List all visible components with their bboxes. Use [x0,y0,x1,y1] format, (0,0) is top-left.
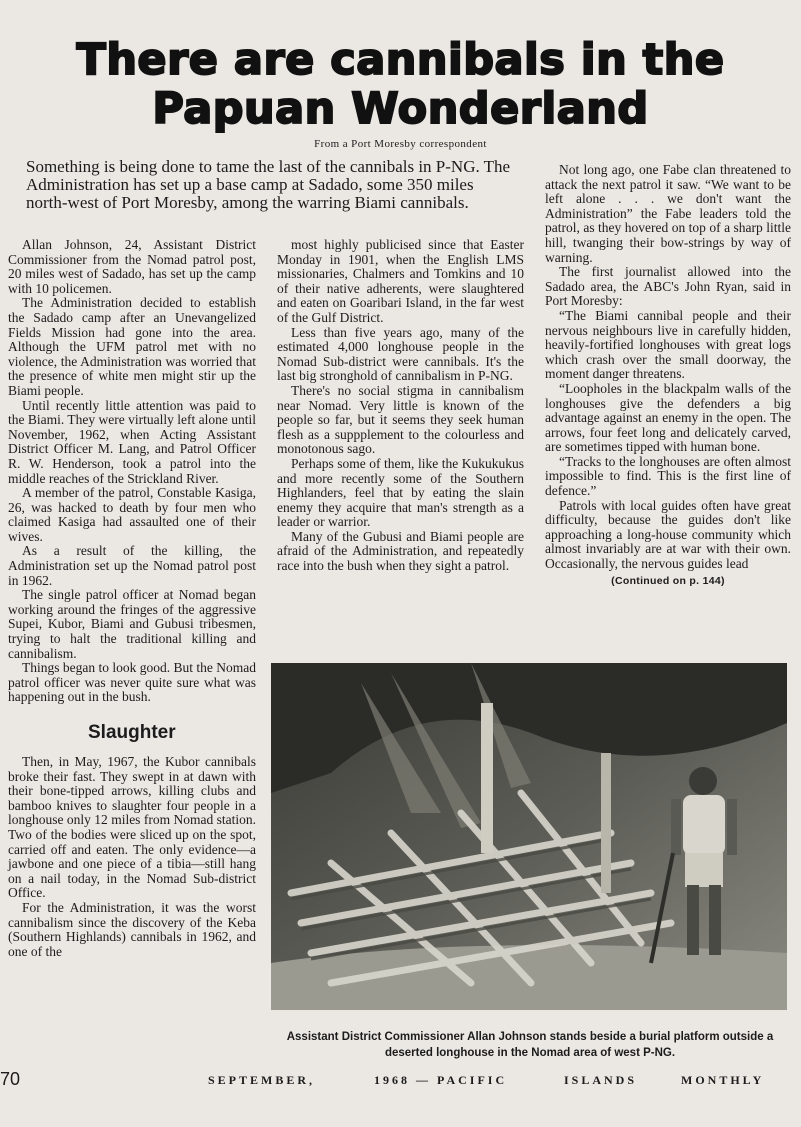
paragraph: A member of the patrol, Constable Kasiga, 26, was hacked to death by four men who claimed Kasiga had assaulted one of their wives. [8,485,256,544]
paragraph: The Administration decided to establish the Sadado camp after an Unevangelized Fields Mission had gone into the area. Although the UFM patrol met with no violence, the Administration was worried that the presence of white men might stir up the Biami people. [8,295,256,398]
paragraph: most highly publicised since that Easter Monday in 1901, when the English LMS missionaries, Chalmers and Tomkins and 10 of their native adherents, were slaughtered and eaten on Goaribari Island, in the far west of the Gulf District. [277,237,524,325]
paragraph: Not long ago, one Fabe clan threatened to attack the next patrol it saw. “We want to be left alone . . . we don't want the Administration” the Fabe leaders told the patrol, as they hovered on top of a sharp little hill, twanging their bow-strings by way of warning. [545,162,791,265]
paragraph: Then, in May, 1967, the Kubor cannibals broke their fast. They swept in at dawn with their bone-tipped arrows, killing clubs and bamboo knives to slaughter four people in a longhouse only 12 miles from Nomad station. Two of the bodies were sliced up on the spot, carried off and eaten. The only evidence—a jawbone and one piece of a tibia—still hang on a nail today, in the Nomad Sub-district Office. [8,754,256,901]
paragraph: Patrols with local guides often have great difficulty, because the guides don't like approaching a long-house community which almost invariably are at war with their own. Occasionally, the nervous guides lead [545,497,791,572]
photograph-illustration [271,663,787,1010]
paragraph: “Tracks to the longhouses are often almost impossible to find. This is the first line of defence.” [545,453,791,499]
paragraph: “Loopholes in the blackpalm walls of the longhouses give the defenders a big advantage against an enemy in the open. The arrows, four feet long and delicately carved, are sometimes tipped with human bone. [545,380,791,455]
paragraph: Until recently little attention was paid to the Biami. They were virtually left alone until November, 1962, when Acting Assistant District Officer M. Lang, and Patrol Officer R. W. Henderson, took a patrol into the middle reaches of the Strickland River. [8,397,256,486]
footer-year: 1968 — PACIFIC [374,1073,508,1087]
photograph [271,663,787,1010]
footer-islands: ISLANDS [564,1073,638,1087]
paragraph: Things began to look good. But the Nomad patrol officer was never quite sure what was happening out in the bush. [8,660,256,705]
paragraph: There's no social stigma in cannibalism near Nomad. Very little is known of the people so far, but it seems they seek human flesh as a suppplement to the colourless and monotonous sago. [277,382,524,457]
subhead-slaughter: Slaughter [88,722,176,743]
paragraph: The first journalist allowed into the Sadado area, the ABC's John Ryan, said in Port Moresby: [545,264,791,309]
paragraph: For the Administration, it was the worst cannibalism since the discovery of the Keba (Southern Highlands) cannibals in 1962, and one of the [8,899,256,959]
article-column-1 [8,238,256,959]
paragraph: “The Biami cannibal people and their nervous neighbours live in carefully hidden, heavily-fortified longhouses with great logs which crash over the small doorway, the moment danger threatens. [545,307,791,382]
page-footer [0,1069,801,1093]
paragraph: The single patrol officer at Nomad began working around the fringes of the aggressive Supei, Kubor, Biami and Gubusi tribesmen, trying to halt the traditional killing and cannibalism. [8,587,256,661]
byline: From a Port Moresby correspondent [314,138,487,150]
intro-paragraph: Something is being done to tame the last of the cannibals in P-NG. The Administration has set up a base camp at Sadado, some 350 miles north-west of Port Moresby, among the warring Biami cannibals. [26,157,511,212]
continued-note: (Continued on p. 144) [611,574,725,587]
footer-month: SEPTEMBER, [208,1073,316,1087]
page-number: 70 [0,1069,21,1089]
headline-line-2: Papuan Wonderland [152,84,649,134]
photo-caption: Assistant District Commissioner Allan Johnson stands beside a burial platform outside a deserted longhouse in the Nomad area of west P-NG. [286,1031,774,1059]
footer-monthly: MONTHLY [681,1073,765,1087]
paragraph: As a result of the killing, the Administration set up the Nomad patrol post in 1962. [8,543,256,588]
paragraph: Less than five years ago, many of the estimated 4,000 longhouse people in the Nomad Sub-district were cannibals. It's the last big stronghold of cannibalism in P-NG. [277,324,524,384]
paragraph: Perhaps some of them, like the Kukukukus and more recently some of the Southern Highlanders, feel that by eating the slain enemy they acquire that man's strength as a leader or warrior. [277,455,524,530]
headline [0,36,801,134]
headline-line-1: There are cannibals in the [76,35,725,85]
article-column-3 [545,163,791,588]
paragraph: Many of the Gubusi and Biami people are afraid of the Administration, and repeatedly race into the bush when they sight a patrol. [277,528,524,574]
paragraph: Allan Johnson, 24, Assistant District Commissioner from the Nomad patrol post, 20 miles west of Sadado, has set up the camp with 10 policemen. [8,237,256,296]
article-column-2 [277,238,524,574]
